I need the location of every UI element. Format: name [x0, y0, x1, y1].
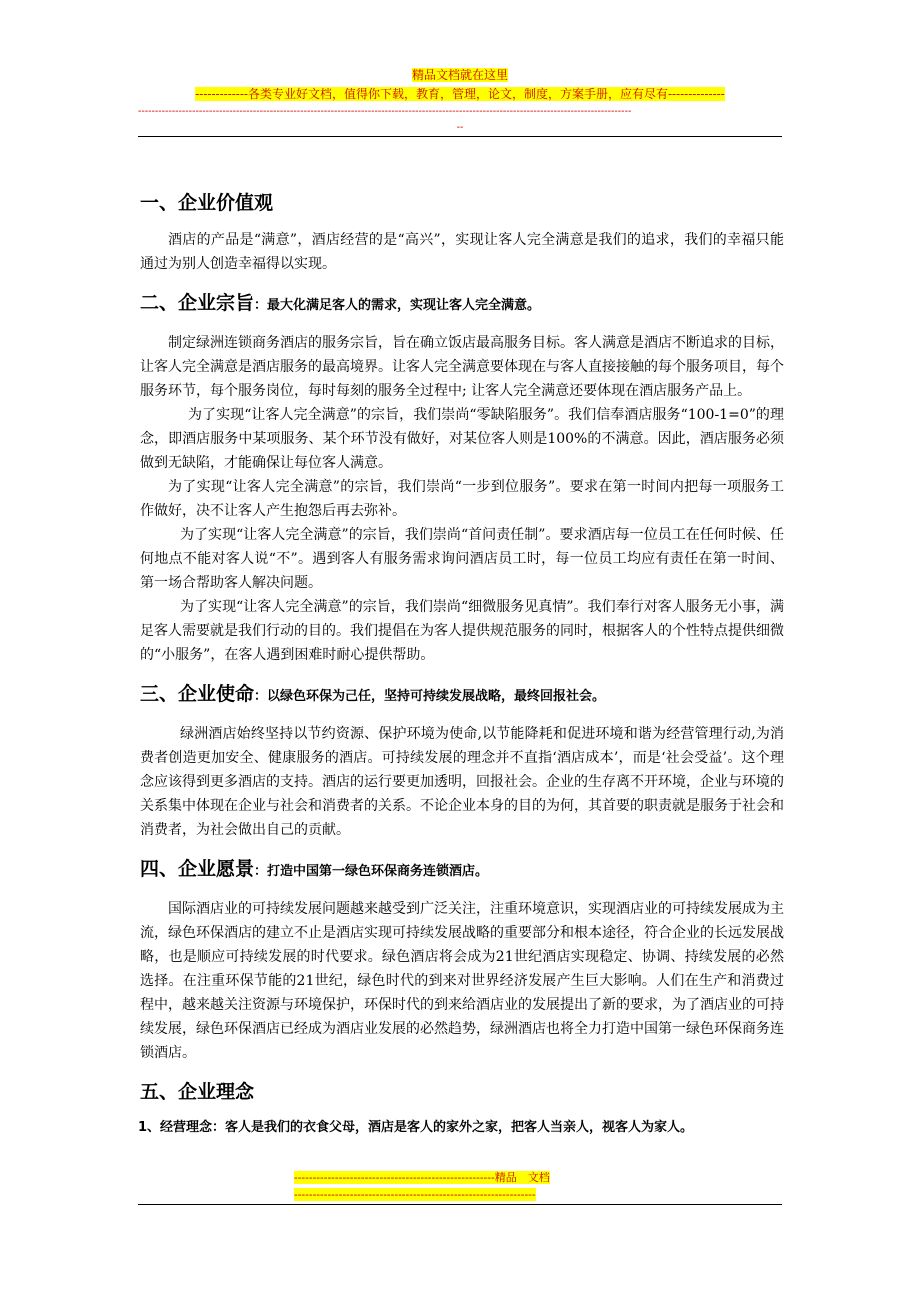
section-title: 五、企业理念 — [140, 1081, 255, 1103]
paragraph: 制定绿洲连锁商务酒店的服务宗旨，旨在确立饭店最高服务目标。客人满意是酒店不断追求的目标，让客人完全满意是酒店服务的最高境界。让客人完全满意要体现在与客人直接接触的每个服务项目，每个服务环节，每个服务岗位，每时每刻的服务全过程中; 让客人完全满意还要体现在酒店服务产品上。 — [140, 335, 784, 399]
section-heading-philosophy — [140, 1077, 784, 1107]
paragraph: 国际酒店业的可持续发展问题越来越受到广泛关注，注重环境意识，实现酒店业的可持续发展成为主流，绿色环保酒店的建立不止是酒店实现可持续发展战略的重要部分和根本途径，符合企业的长远发展战略，也是顺应可持续发展的时代要求。绿色酒店将会成为21世纪酒店实现稳定、协调、持续发展的必然选择。在注重环保节能的21世纪，绿色时代的到来对世界经济发展产生巨大影响。人们在生产和消费过程中，越来越关注资源与环境保护，环保时代的到来给酒店业的发展提出了新的要求，为了酒店业的可持续发展，绿色环保酒店已经成为酒店业发展的必然趋势，绿洲酒店也将全力打造中国第一绿色环保商务连锁酒店。 — [140, 901, 784, 1061]
paragraph: 酒店的产品是“满意”，酒店经营的是“高兴”，实现让客人完全满意是我们的追求，我们的幸福只能通过为别人创造幸福得以实现。 — [140, 232, 784, 272]
section-subtitle: ：以绿色环保为己任，坚持可持续发展战略，最终回报社会。 — [254, 689, 606, 704]
section-subtitle: ：打造中国第一绿色环保商务连锁酒店。 — [254, 864, 489, 879]
section-title: 四、企业愿景 — [140, 858, 255, 880]
paragraph: 为了实现“让客人完全满意”的宗旨，我们崇尚“零缺陷服务”。我们信奉酒店服务“100-1=0”的理念，即酒店服务中某项服务、某个环节没有做好，对某位客人则是100%的不满意。因此，酒店服务必须做到无缺陷，才能确保让每位客人满意。 — [140, 407, 784, 471]
paragraph: 为了实现“让客人完全满意”的宗旨，我们崇尚“一步到位服务”。要求在第一时间内把每一项服务工作做好，决不让客人产生抱怨后再去弥补。 — [140, 479, 784, 519]
section-heading-vision — [140, 854, 784, 887]
footer-dash-text: ----------------------------------------------------------------- — [294, 1188, 536, 1201]
section-heading-purpose — [140, 288, 784, 321]
section-subtitle: ：最大化满足客人的需求，实现让客人完全满意。 — [254, 298, 541, 313]
footer-rule — [138, 1204, 782, 1205]
header-rule — [138, 136, 782, 137]
list-item: 1、经营理念：客人是我们的衣食父母，酒店是客人的家外之家，把客人当亲人，视客人为家人。 — [138, 1120, 694, 1135]
section-title: 二、企业宗旨 — [140, 292, 255, 314]
section-heading-values — [140, 188, 784, 218]
header-title — [138, 67, 782, 83]
paragraph: 为了实现“让客人完全满意”的宗旨，我们崇尚“细微服务见真情”。我们奉行对客人服务无小事，满足客人需要就是我们行动的目的。我们提倡在为客人提供规范服务的同时，根据客人的个性特点提供细微的“小服务”，在客人遇到困难时耐心提供帮助。 — [140, 599, 784, 663]
paragraph: 绿洲酒店始终坚持以节约资源、保护环境为使命,以节能降耗和促进环境和谐为经营管理行动,为消费者创造更加安全、健康服务的酒店。可持续发展的理念并不直指‘酒店成本’，而是‘社会受益’。这个理念应该得到更多酒店的支持。酒店的运行要更加透明，回报社会。企业的生存离不开环境，企业与环境的关系集中体现在企业与社会和消费者的关系。不论企业本身的目的为何，其首要的职责就是服务于社会和消费者，为社会做出自己的贡献。 — [140, 726, 784, 838]
footer-line — [294, 1171, 626, 1185]
section-title: 一、企业价值观 — [140, 192, 274, 214]
document-body — [140, 188, 784, 1139]
header-dash-line: -------------------------------------------------------------------------------------------------------------------------------------------------- — [138, 106, 632, 117]
section-heading-mission — [140, 679, 784, 712]
header-dash-tail: -- — [456, 122, 464, 133]
header-slogan-text: -------------各类专业好文档，值得你下载，教育，管理，论文，制度，方案手册，应有尽有-------------- — [195, 87, 725, 101]
section-title: 三、企业使命 — [140, 683, 255, 705]
header-slogan — [138, 86, 782, 102]
paragraph: 为了实现“让客人完全满意”的宗旨，我们崇尚“首问责任制”。要求酒店每一位员工在任何时候、任何地点不能对客人说“不”。遇到客人有服务需求询问酒店员工时，每一位员工均应有责任在第一时间、第一场合帮助客人解决问题。 — [140, 527, 784, 591]
footer-dash-line — [294, 1188, 626, 1202]
footer-line-text: ------------------------------------------------------精品 文档 — [294, 1171, 550, 1184]
header-title-text: 精品文档就在这里 — [411, 68, 508, 82]
